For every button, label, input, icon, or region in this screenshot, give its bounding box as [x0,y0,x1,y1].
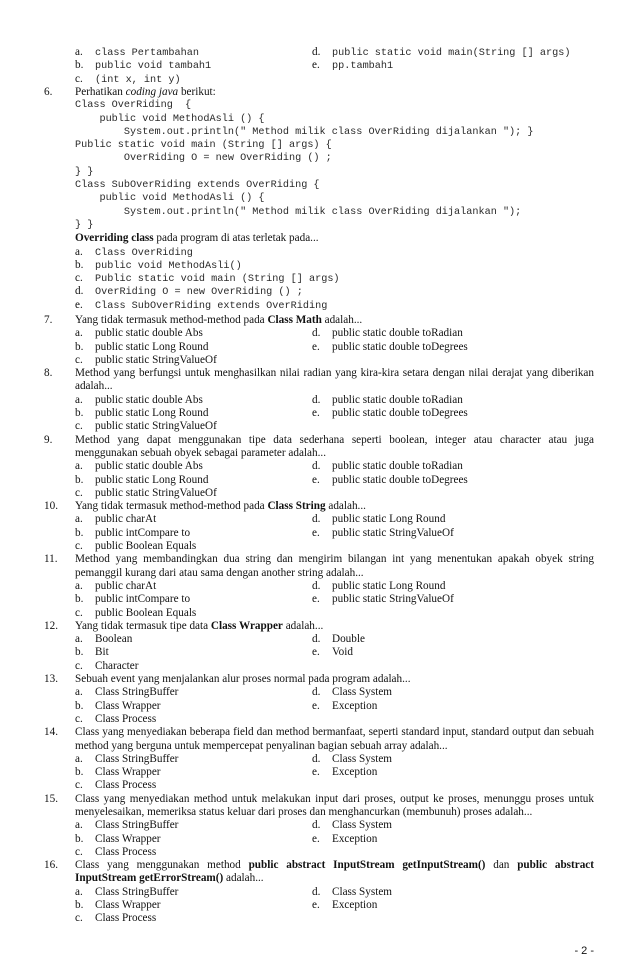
question-stem [0,553,638,580]
option-text: Public static void main (String [] args) [95,274,340,286]
question-text: Class String [267,500,326,513]
option-a: a. Class OverRiding [75,245,193,259]
option-text: public static Long Round [95,340,209,353]
option-a: a. public charAt [75,579,157,592]
option-text: Class Wrapper [95,899,161,912]
question-number: 10. [44,500,58,513]
question-stem [0,434,638,461]
option-e: e. Void [312,646,353,659]
option-b: b. public void tambah1 [75,59,212,73]
question-15 [0,793,638,859]
question-text: Class Wrapper [210,619,283,632]
question-text: Perhatikan coding java berikut: [75,86,216,98]
option-d: d. Class System [312,752,392,765]
option-c: c. public static StringValueOf [75,353,217,366]
option-text: public static StringValueOf [332,526,454,539]
question-11 [0,553,638,619]
question-text: Class Math [267,314,322,326]
option-d: d. Class System [312,885,392,898]
option-text: public static Long Round [332,513,446,526]
option-d: d. public static double toRadian [312,460,463,473]
option-e: e. public static double toDegrees [312,340,468,353]
option-text: Class Wrapper [95,832,161,845]
question-number: 12. [44,619,58,632]
question-text: Class yang menggunakan method [75,859,249,872]
code-line: System.out.println(" Method milik class OverRiding dijalankan "); [75,206,522,218]
code-line: System.out.println(" Method milik class OverRiding dijalankan "); } [75,126,534,138]
option-text: Class System [332,752,392,765]
option-d: d. OverRiding O = new OverRiding () ; [75,285,303,299]
option-text: Class Process [95,845,157,858]
option-text: public static Long Round [332,579,446,592]
option-text: Exception [332,899,378,912]
question-number: 6. [44,86,53,98]
option-c: c. Public static void main (String [] args) [75,272,340,286]
question-number: 9. [44,433,53,446]
option-text: Class System [332,885,392,898]
option-e: e. public static StringValueOf [312,593,454,606]
code-block [75,99,638,232]
option-c: c. Class Process [75,779,157,792]
option-text: OverRiding O = new OverRiding () ; [95,287,303,299]
option-a: a. public static double Abs [75,460,203,473]
option-a: a. Class StringBuffer [75,885,179,898]
option-c: c. Class Process [75,912,157,925]
option-text: Character [95,659,139,672]
code-line: OverRiding O = new OverRiding () ; [75,153,332,165]
option-b: b. public static Long Round [75,473,209,486]
code-line: public void MethodAsli () { [75,193,265,205]
option-text: public charAt [95,513,157,526]
option-text: public static StringValueOf [95,486,217,499]
option-b: b. public static Long Round [75,340,209,353]
option-text: Double [332,633,365,646]
option-text: Boolean [95,633,133,646]
option-text: public static double toDegrees [332,407,468,420]
option-a: a. class Pertambahan [75,46,199,59]
question-stem [0,793,638,820]
question-text: Method yang berfungsi untuk menghasilkan nilai radian yang kira-kira setara dengan nilai derajat yang diberikan adalah... [75,367,594,393]
option-text: public static Long Round [95,473,209,486]
question-text: Method yang dapat menggunakan tipe data sederhana seperti boolean, integer atau character atau juga menggunakan sebuah obyek sebagai parameter adalah... [75,433,594,459]
option-d: d. public static Long Round [312,579,446,592]
option-text: public charAt [95,579,157,592]
question-8 [0,367,638,433]
option-text: Class Wrapper [95,699,161,712]
code-line: Public static void main (String [] args) { [75,140,332,152]
code-line: } } [75,166,94,178]
option-text: public intCompare to [95,526,191,539]
option-b: b. public static Long Round [75,407,209,420]
option-text: Class StringBuffer [95,819,179,832]
option-c: c. public static StringValueOf [75,420,217,433]
option-b: b. Class Wrapper [75,899,161,912]
option-b: b. public intCompare to [75,526,191,539]
question-stem [0,620,638,633]
question-text: adalah... [321,314,363,326]
question-text: Method yang membandingkan dua string dan mengirim bilangan int yang menentukan apakah obyek string pemanggil kurang dari atau sama dengan another string adalah... [75,553,594,579]
question-text: Yang tidak termasuk tipe data [75,619,211,632]
question-number: 8. [44,367,53,380]
question-text: public abstract InputStream getInputStream() [248,859,486,872]
option-text: Exception [332,832,378,845]
option-text: public Boolean Equals [95,540,197,553]
option-a: a. Class StringBuffer [75,686,179,699]
option-c: c. public Boolean Equals [75,606,197,619]
question-subprompt: Overriding class pada program di atas terletak pada... [75,232,319,245]
option-text: Class Process [95,912,157,925]
question-stem [0,859,638,886]
option-d: d. public static double toRadian [312,327,463,340]
option-text: public intCompare to [95,593,191,606]
option-e: e. Exception [312,832,378,845]
option-e: e. Exception [312,899,378,912]
question-9 [0,434,638,500]
option-text: Void [332,646,353,659]
option-text: public static double Abs [95,393,203,406]
option-text: public static Long Round [95,407,209,420]
option-d: d. public static void main(String [] args) [312,46,571,59]
question-text: Yang tidak termasuk method-method pada [75,500,268,513]
option-text: public static double toDegrees [332,473,468,486]
question-stem [0,673,638,686]
option-c: c. public Boolean Equals [75,540,197,553]
prev-question-options [0,46,638,86]
option-b: b. Class Wrapper [75,832,161,845]
option-b: b. public void MethodAsli() [75,258,242,272]
question-14 [0,726,638,792]
option-e: e. Exception [312,699,378,712]
page-number: - 2 - [574,945,594,957]
option-a: a. public static double Abs [75,393,203,406]
option-a: a. Boolean [75,633,133,646]
option-a: a. public static double Abs [75,327,203,340]
question-stem [0,314,638,327]
question-number: 14. [44,726,58,739]
option-text: public static double toRadian [332,460,463,473]
question-stem [0,726,638,753]
option-text: Class StringBuffer [95,752,179,765]
option-list [0,246,638,312]
question-list [0,314,638,926]
option-a: a. public charAt [75,513,157,526]
option-text: public static double Abs [95,460,203,473]
option-text: Exception [332,699,378,712]
question-text: dan [485,859,518,872]
option-d: d. public static double toRadian [312,393,463,406]
question-number: 16. [44,859,58,872]
option-text: Class Process [95,712,157,725]
option-e: e. public static double toDegrees [312,407,468,420]
option-text: public static StringValueOf [95,353,217,366]
code-line: Class OverRiding { [75,100,192,112]
option-text: public static StringValueOf [332,593,454,606]
question-stem [0,500,638,513]
question-12 [0,620,638,673]
option-d: d. Class System [312,686,392,699]
option-a: a. Class StringBuffer [75,819,179,832]
question-6 [0,86,638,312]
option-text: Class System [332,686,392,699]
option-text: public Boolean Equals [95,606,197,619]
option-text: Class OverRiding [95,247,193,259]
option-text: Class StringBuffer [95,885,179,898]
question-10 [0,500,638,553]
question-text: Class yang menyediakan method untuk melakukan input dari proses, output ke proses, menunggu proses untuk menyelesaikan, memeriksa status keluar dari proses dan menghancurkan (membunuh) proses adalah... [75,792,594,818]
option-c: c. Class Process [75,845,157,858]
option-d: d. public static Long Round [312,513,446,526]
option-d: d. Double [312,633,365,646]
option-text: Class SubOverRiding extends OverRiding [95,300,328,312]
question-number: 11. [44,553,58,566]
question-13 [0,673,638,726]
option-text: public static double Abs [95,327,203,340]
question-text: adalah... [223,872,264,885]
option-c: c. (int x, int y) [75,72,181,86]
option-b: b. public intCompare to [75,593,191,606]
option-b: b. Bit [75,646,109,659]
question-text: Yang tidak termasuk method-method pada [75,314,268,326]
code-line: } } [75,219,94,231]
option-c: c. Class Process [75,712,157,725]
option-a: a. Class StringBuffer [75,752,179,765]
option-e: e. pp.tambah1 [312,59,394,73]
option-b: b. Class Wrapper [75,766,161,779]
option-text: Class System [332,819,392,832]
option-text: Exception [332,766,378,779]
question-text: Sebuah event yang menjalankan alur proses normal pada program adalah... [75,673,411,686]
code-line: Class SubOverRiding extends OverRiding { [75,180,320,192]
option-e: e. Class SubOverRiding extends OverRiding [75,298,328,312]
option-text: public static double toRadian [332,327,463,340]
option-text: Class Process [95,779,157,792]
question-text: adalah... [282,619,324,632]
question-number: 15. [44,792,58,805]
question-number: 7. [44,314,53,326]
option-text: public static double toDegrees [332,340,468,353]
option-text: Class StringBuffer [95,686,179,699]
option-c: c. public static StringValueOf [75,486,217,499]
question-text: public abstract InputStream getErrorStream() [75,859,594,885]
question-16 [0,859,638,925]
option-e: e. Exception [312,766,378,779]
question-number: 13. [44,673,58,686]
option-text: Class Wrapper [95,766,161,779]
code-line: public void MethodAsli () { [75,113,265,125]
question-stem [0,367,638,394]
option-b: b. Class Wrapper [75,699,161,712]
option-e: e. public static StringValueOf [312,526,454,539]
question-text: Class yang menyediakan beberapa field dan method bermanfaat, seperti standard input, standard output dan sebuah method yang berguna untuk mempercepat penyalinan bagian sebuah array adalah... [75,726,594,752]
question-text: adalah... [325,500,366,513]
option-text: public void MethodAsli() [95,260,242,272]
option-e: e. public static double toDegrees [312,473,468,486]
option-text: Bit [95,646,109,659]
option-d: d. Class System [312,819,392,832]
option-text: public static StringValueOf [95,420,217,433]
option-c: c. Character [75,659,139,672]
question-7 [0,314,638,367]
option-text: public static double toRadian [332,393,463,406]
